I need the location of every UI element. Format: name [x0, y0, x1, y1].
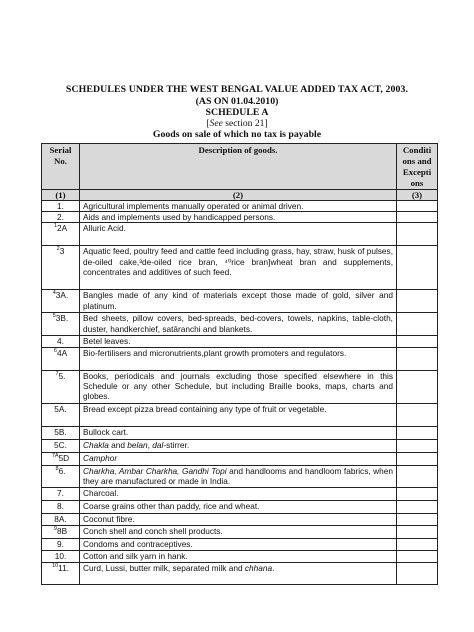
footnote-marker: 10 — [51, 562, 59, 569]
serial-number: 2A — [56, 223, 68, 234]
schedule-reference — [0, 118, 474, 129]
description-index: (2) — [80, 190, 397, 201]
description-cell — [80, 290, 397, 313]
serial-number: 5B. — [54, 426, 67, 437]
table-row — [42, 212, 438, 223]
serial-cell — [42, 290, 80, 313]
table-row — [42, 513, 438, 525]
serial-cell — [42, 562, 80, 584]
serial-number: 6. — [58, 465, 66, 476]
footnote-marker: 4 — [52, 290, 56, 297]
table-row — [42, 550, 438, 562]
goods-description: Aquatic feed, poultry feed and cattle feed including grass, hay, straw, husk of pulses, de-oiled cake,³de-oiled rice bran, ⁴⁰rice bran]wheat bran and supplements, concentrates and additives of such feed. — [83, 246, 393, 277]
table-row — [42, 246, 438, 290]
conditions-cell — [397, 439, 438, 452]
act-title: SCHEDULES UNDER THE WEST BENGAL VALUE ADDED TAX ACT, 2003. — [65, 84, 409, 95]
conditions-cell — [397, 403, 438, 426]
serial-cell — [42, 370, 80, 403]
goods-description: Coconut fibre. — [83, 513, 135, 524]
serial-cell — [42, 347, 80, 370]
serial-number: 8A. — [54, 513, 67, 524]
serial-cell — [42, 336, 80, 347]
goods-description: Curd, Lussi, butter milk, separated milk and chhana. — [83, 562, 275, 573]
as-on-date: (AS ON 01.04.2010) — [195, 96, 279, 107]
description-cell — [80, 223, 397, 246]
description-cell — [80, 313, 397, 336]
schedule-subtitle: Goods on sale of which no tax is payable — [152, 129, 322, 140]
table-row — [42, 525, 438, 538]
goods-description: Bullock cart. — [83, 426, 129, 437]
table-row — [42, 403, 438, 426]
conditions-cell — [397, 465, 438, 487]
serial-number: 10. — [54, 550, 67, 561]
serial-number: 4. — [57, 336, 64, 347]
table-row — [42, 426, 438, 439]
serial-cell — [42, 313, 80, 336]
serial-number: 5A. — [54, 403, 67, 414]
serial-cell — [42, 487, 80, 500]
table-row — [42, 465, 438, 487]
serial-number: 3 — [59, 246, 65, 257]
goods-description: Charcoal. — [83, 487, 119, 498]
serial-cell — [42, 513, 80, 525]
goods-description: Bread except pizza bread containing any type of fruit or vegetable. — [83, 403, 327, 414]
goods-description: Charkha, Ambar Charkha, Gandhi Topi and handlooms and handloom fabrics, when they are manufactured or made in India. — [83, 465, 393, 486]
serial-number: 5. — [58, 370, 66, 381]
description-cell — [80, 246, 397, 290]
table-header-row — [42, 144, 438, 190]
footnote-marker: 1 — [53, 223, 57, 230]
serial-cell — [42, 538, 80, 550]
goods-description: Betel leaves. — [83, 336, 131, 347]
table-row — [42, 290, 438, 313]
conditions-cell — [397, 538, 438, 550]
conditions-cell — [397, 347, 438, 370]
description-header: Description of goods. — [80, 144, 397, 190]
conditions-cell — [397, 525, 438, 538]
goods-description: Alluric Acid. — [83, 223, 126, 234]
serial-number: 5D — [58, 452, 70, 463]
table-row — [42, 201, 438, 212]
serial-cell — [42, 403, 80, 426]
goods-description: Condoms and contraceptives. — [83, 538, 193, 549]
serial-number: 8B — [56, 525, 68, 536]
conditions-cell — [397, 246, 438, 290]
footnote-marker: 2 — [56, 246, 60, 253]
table-row — [42, 439, 438, 452]
serial-cell — [42, 426, 80, 439]
ref-suffix: section 21] — [222, 118, 268, 129]
description-cell — [80, 550, 397, 562]
serial-cell — [42, 212, 80, 223]
goods-description: Books, periodicals and journals excluding those specified elsewhere in this Schedule or any other Schedule, but including Braille books, maps, charts and globes. — [83, 370, 393, 402]
serial-cell — [42, 223, 80, 246]
footnote-marker: 7 — [55, 370, 59, 377]
conditions-cell — [397, 426, 438, 439]
footnote-marker: 5 — [52, 313, 56, 320]
description-cell — [80, 439, 397, 452]
serial-number: 5C. — [54, 439, 67, 450]
description-cell — [80, 212, 397, 223]
conditions-cell — [397, 513, 438, 525]
description-cell — [80, 426, 397, 439]
serial-cell — [42, 246, 80, 290]
conditions-header: Conditi ons and Excepti ons — [397, 144, 438, 190]
goods-description: Bangles made of any kind of materials except those made of gold, silver and platinum. — [83, 290, 393, 311]
table-row — [42, 313, 438, 336]
description-cell — [80, 336, 397, 347]
serial-cell — [42, 550, 80, 562]
ref-prefix: [ — [206, 118, 210, 129]
description-cell — [80, 347, 397, 370]
column-index-row — [42, 190, 438, 201]
footnote-marker: 9 — [53, 525, 57, 532]
goods-description: Cotton and silk yarn in hank. — [83, 550, 188, 561]
conditions-cell — [397, 487, 438, 500]
description-cell — [80, 201, 397, 212]
conditions-cell — [397, 223, 438, 246]
description-cell — [80, 562, 397, 584]
table-row — [42, 452, 438, 465]
footnote-marker: 6 — [53, 347, 57, 354]
table-row — [42, 562, 438, 584]
goods-description: Conch shell and conch shell products. — [83, 525, 223, 536]
table-row — [42, 336, 438, 347]
conditions-cell — [397, 500, 438, 513]
serial-cell — [42, 452, 80, 465]
conditions-cell — [397, 370, 438, 403]
goods-description: Coarse grains other than paddy, rice and wheat. — [83, 500, 260, 511]
conditions-index: (3) — [397, 190, 438, 201]
table-row — [42, 370, 438, 403]
footnote-marker: 8 — [55, 465, 59, 472]
conditions-cell — [397, 313, 438, 336]
description-cell — [80, 465, 397, 487]
table-row — [42, 223, 438, 246]
goods-description: Aids and implements used by handicapped persons. — [83, 212, 276, 223]
serial-header: Serial No. — [42, 144, 80, 190]
description-cell — [80, 525, 397, 538]
goods-table — [41, 143, 438, 585]
description-cell — [80, 452, 397, 465]
serial-number: 3B. — [55, 313, 69, 324]
description-cell — [80, 500, 397, 513]
serial-number: 4A — [56, 347, 68, 358]
table-row — [42, 538, 438, 550]
conditions-cell — [397, 212, 438, 223]
description-cell — [80, 538, 397, 550]
serial-number: 1. — [57, 201, 64, 211]
serial-number: 3A. — [55, 290, 69, 301]
serial-number: 9. — [57, 538, 64, 549]
goods-description: Agricultural implements manually operated or animal driven. — [83, 201, 304, 211]
serial-number: 8. — [57, 500, 64, 511]
serial-cell — [42, 525, 80, 538]
table-row — [42, 487, 438, 500]
table-row — [42, 347, 438, 370]
ref-see: See — [209, 118, 223, 129]
conditions-cell — [397, 562, 438, 584]
goods-description: Camphor — [83, 452, 118, 463]
conditions-cell — [397, 550, 438, 562]
serial-cell — [42, 500, 80, 513]
serial-cell — [42, 465, 80, 487]
description-cell — [80, 513, 397, 525]
description-cell — [80, 487, 397, 500]
conditions-cell — [397, 290, 438, 313]
goods-description: Bed sheets, pillow covers, bed-spreads, bed-covers, towels, napkins, table-cloth, duster, handkerchief, satāranchi and blankets. — [83, 313, 393, 334]
schedule-name: SCHEDULE A — [205, 107, 269, 118]
serial-number: 7. — [57, 487, 64, 498]
goods-description: Chakla and belan, dal-stirrer. — [83, 439, 190, 450]
serial-number: 11. — [58, 562, 70, 573]
description-cell — [80, 403, 397, 426]
description-cell — [80, 370, 397, 403]
conditions-cell — [397, 336, 438, 347]
conditions-cell — [397, 452, 438, 465]
conditions-cell — [397, 201, 438, 212]
serial-cell — [42, 439, 80, 452]
serial-cell — [42, 201, 80, 212]
serial-index: (1) — [42, 190, 80, 201]
goods-description: Bio-fertilisers and micronutrients,plant growth promoters and regulators. — [83, 347, 347, 358]
footnote-marker: 7A — [51, 452, 59, 459]
serial-number: 2. — [57, 212, 64, 223]
table-row — [42, 500, 438, 513]
